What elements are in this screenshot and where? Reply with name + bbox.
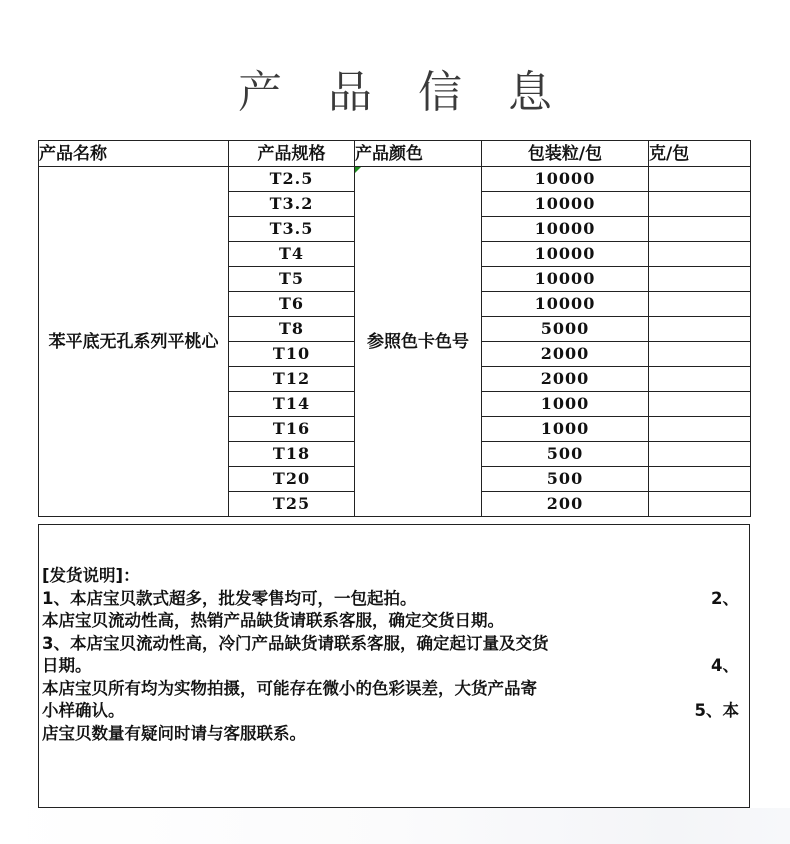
qty-cell: 10000: [482, 167, 649, 192]
grams-cell: [649, 267, 751, 292]
header-product-spec: 产品规格: [229, 141, 355, 167]
notes-line-trailing: 5、本: [694, 701, 739, 720]
page-title: 产 品 信 息: [238, 67, 568, 118]
spec-cell: T3.5: [229, 217, 355, 242]
notes-line-text: 店宝贝数量有疑问时请与客服联系。: [42, 723, 306, 743]
grams-cell: [649, 442, 751, 467]
notes-line: [42, 655, 745, 678]
notes-line-text: 1、本店宝贝款式超多，批发零售均可，一包起拍。: [42, 588, 417, 608]
notes-line: [42, 633, 745, 656]
notes-line: [42, 723, 745, 746]
notes-line-text: 本店宝贝流动性高，热销产品缺货请联系客服，确定交货日期。: [42, 611, 504, 630]
spec-cell: T18: [229, 442, 355, 467]
qty-cell: 10000: [482, 242, 649, 267]
grams-cell: [649, 417, 751, 442]
product-name-cell: 苯平底无孔系列平桃心: [39, 167, 229, 517]
spec-cell: T8: [229, 317, 355, 342]
qty-cell: 2000: [482, 367, 649, 392]
header-qty-per-pack: 包装粒/包: [482, 141, 649, 167]
grams-cell: [649, 167, 751, 192]
spec-cell: T5: [229, 267, 355, 292]
grams-cell: [649, 392, 751, 417]
notes-line-text: 日期。: [42, 656, 92, 675]
qty-cell: 2000: [482, 342, 649, 367]
notes-line-text: 3、本店宝贝流动性高，冷门产品缺货请联系客服，确定起订量及交货: [42, 633, 549, 653]
spec-cell: T16: [229, 417, 355, 442]
grams-cell: [649, 292, 751, 317]
qty-cell: 1000: [482, 417, 649, 442]
notes-line-text: 本店宝贝所有均为实物拍摄，可能存在微小的色彩误差，大货产品寄: [42, 678, 537, 698]
notes-line: [42, 700, 745, 723]
qty-cell: 200: [482, 492, 649, 517]
header-grams-per-pack: 克/包: [649, 141, 751, 167]
grams-cell: [649, 217, 751, 242]
product-spec-table: [38, 140, 751, 517]
spec-cell: T6: [229, 292, 355, 317]
comment-marker-icon: [355, 167, 361, 173]
grams-cell: [649, 192, 751, 217]
spec-cell: T12: [229, 367, 355, 392]
spec-cell: T25: [229, 492, 355, 517]
spec-cell: T3.2: [229, 192, 355, 217]
qty-cell: 500: [482, 467, 649, 492]
background-fade: [0, 808, 790, 844]
qty-cell: 10000: [482, 292, 649, 317]
grams-cell: [649, 367, 751, 392]
notes-line-trailing: 2、: [711, 588, 739, 608]
spec-cell: T4: [229, 242, 355, 267]
shipping-notes: [38, 524, 750, 808]
notes-line: [42, 610, 745, 633]
notes-line-trailing: 4、: [711, 656, 739, 675]
product-color-cell: [355, 167, 482, 517]
header-product-name: 产品名称: [39, 141, 229, 167]
qty-cell: 500: [482, 442, 649, 467]
grams-cell: [649, 342, 751, 367]
table-header-row: [39, 141, 751, 167]
qty-cell: 5000: [482, 317, 649, 342]
grams-cell: [649, 467, 751, 492]
spec-cell: T2.5: [229, 167, 355, 192]
product-color-text: 参照色卡色号: [367, 331, 469, 352]
notes-heading: [发货说明]：: [42, 566, 140, 585]
spec-cell: T20: [229, 467, 355, 492]
grams-cell: [649, 492, 751, 517]
qty-cell: 1000: [482, 392, 649, 417]
notes-line: [42, 678, 745, 701]
grams-cell: [649, 242, 751, 267]
spec-cell: T10: [229, 342, 355, 367]
spec-cell: T14: [229, 392, 355, 417]
qty-cell: 10000: [482, 217, 649, 242]
table-row: [39, 167, 751, 192]
grams-cell: [649, 317, 751, 342]
header-product-color: 产品颜色: [355, 141, 482, 167]
notes-line: [42, 588, 745, 611]
notes-line-text: 小样确认。: [42, 701, 125, 720]
qty-cell: 10000: [482, 192, 649, 217]
qty-cell: 10000: [482, 267, 649, 292]
